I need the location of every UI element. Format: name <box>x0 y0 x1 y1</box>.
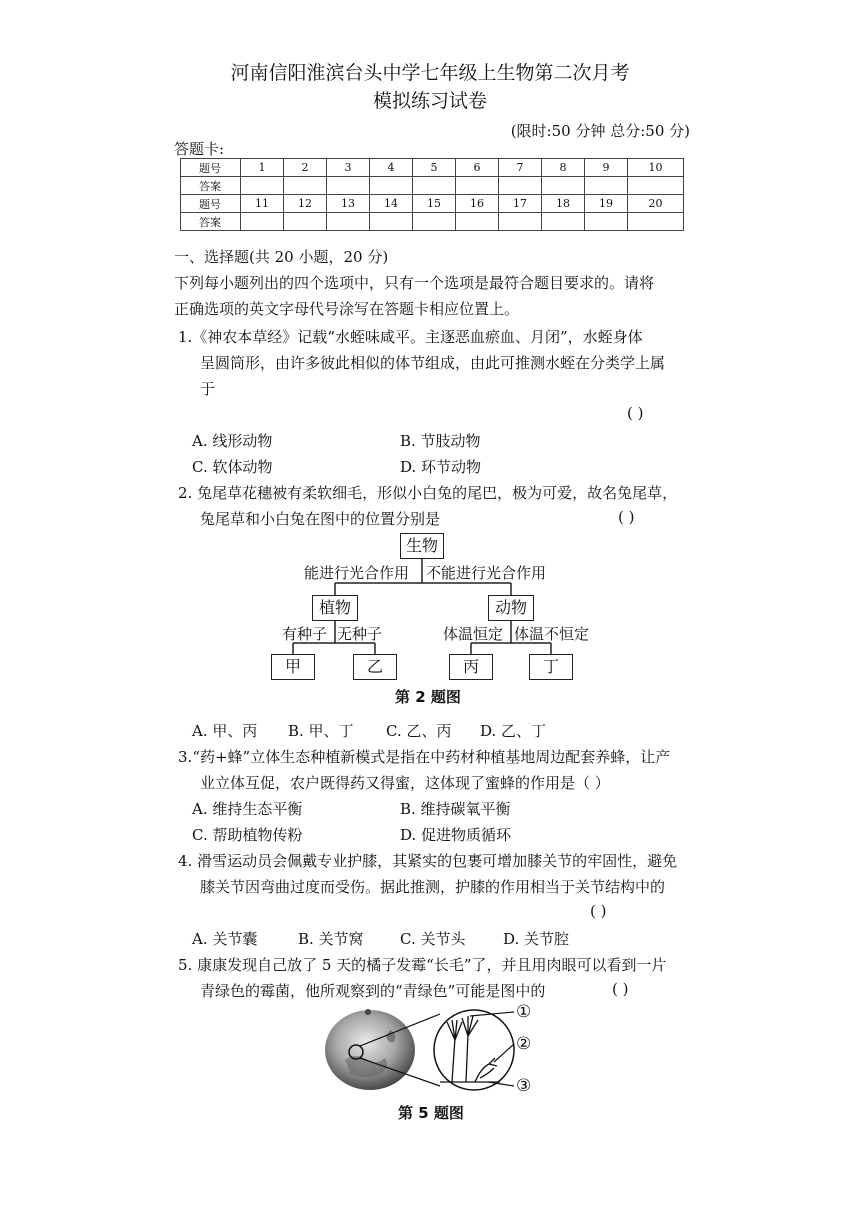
q4-option-b[interactable]: B. 关节窝 <box>298 930 364 948</box>
label-1: ① <box>516 1002 532 1022</box>
q2-answer-paren: ( ) <box>618 508 635 526</box>
q1-text: 1.《神农本草经》记载“水蛭味咸平。主逐恶血瘀血、月闭”，水蛭身体 <box>178 328 643 346</box>
question-number: 18 <box>542 195 585 213</box>
branch-label-seeds: 有种子 <box>282 625 328 643</box>
section-heading: 一、选择题(共 20 小题，20 分) <box>174 248 389 266</box>
q3-option-d[interactable]: D. 促进物质循环 <box>400 826 512 844</box>
question-number: 1 <box>241 159 284 177</box>
q3-option-a[interactable]: A. 维持生态平衡 <box>192 800 303 818</box>
question-number: 14 <box>370 195 413 213</box>
q3-option-b[interactable]: B. 维持碳氧平衡 <box>400 800 511 818</box>
q5-text: 青绿色的霉菌，他所观察到的“青绿色”可能是图中的 <box>200 982 546 1000</box>
q4-option-a[interactable]: A. 关节囊 <box>192 930 258 948</box>
q1-option-c[interactable]: C. 软体动物 <box>192 458 273 476</box>
node-yi: 乙 <box>353 654 397 680</box>
question-number: 15 <box>413 195 456 213</box>
question-number: 6 <box>456 159 499 177</box>
q1-text: 于 <box>200 380 216 398</box>
q2-option-d[interactable]: D. 乙、丁 <box>480 722 547 740</box>
question-number: 8 <box>542 159 585 177</box>
branch-label-non-photosynthetic: 不能进行光合作用 <box>426 564 547 582</box>
q4-option-d[interactable]: D. 关节腔 <box>503 930 570 948</box>
branch-label-no-seeds: 无种子 <box>337 625 383 643</box>
question-number: 11 <box>241 195 284 213</box>
section-instruction: 下列每小题列出的四个选项中，只有一个选项是最符合题目要求的。请将 <box>174 274 655 292</box>
node-bing: 丙 <box>449 654 493 680</box>
node-plant: 植物 <box>312 595 358 621</box>
question-number: 12 <box>284 195 327 213</box>
q1-answer-paren: ( ) <box>627 404 644 422</box>
question-number: 20 <box>628 195 684 213</box>
q2-figure-caption: 第 2 题图 <box>395 688 461 706</box>
orange-image <box>325 1009 415 1090</box>
branch-label-cold-blooded: 体温不恒定 <box>514 625 590 643</box>
branch-label-photosynthetic: 能进行光合作用 <box>304 564 410 582</box>
time-score-limit: (限时:50 分钟 总分:50 分) <box>510 122 690 140</box>
q2-option-c[interactable]: C. 乙、丙 <box>386 722 452 740</box>
q2-option-b[interactable]: B. 甲、丁 <box>288 722 354 740</box>
answer-card-label: 答题卡: <box>174 140 225 158</box>
q5-figure-caption: 第 5 题图 <box>398 1104 464 1122</box>
question-number: 19 <box>585 195 628 213</box>
question-number: 3 <box>327 159 370 177</box>
answer-header: 答案 <box>181 177 241 195</box>
number-header: 题号 <box>181 195 241 213</box>
node-jia: 甲 <box>271 654 315 680</box>
magnified-mold-circle <box>434 1010 514 1090</box>
label-2: ② <box>516 1034 532 1054</box>
q1-text: 呈圆筒形，由许多彼此相似的体节组成，由此可推测水蛭在分类学上属 <box>200 354 666 372</box>
q1-option-b[interactable]: B. 节肢动物 <box>400 432 481 450</box>
question-number: 4 <box>370 159 413 177</box>
q5-answer-paren: ( ) <box>612 980 629 998</box>
question-number: 9 <box>585 159 628 177</box>
branch-label-warm-blooded: 体温恒定 <box>443 625 504 643</box>
question-number: 5 <box>413 159 456 177</box>
section-instruction: 正确选项的英文字母代号涂写在答题卡相应位置上。 <box>174 300 520 318</box>
answer-header: 答案 <box>181 213 241 231</box>
node-ding: 丁 <box>529 654 573 680</box>
exam-title: 河南信阳淮滨台头中学七年级上生物第二次月考 <box>230 62 630 84</box>
q4-answer-paren: ( ) <box>590 902 607 920</box>
number-header: 题号 <box>181 159 241 177</box>
label-3: ③ <box>516 1076 532 1096</box>
node-organism: 生物 <box>400 533 444 559</box>
question-number: 7 <box>499 159 542 177</box>
question-number: 17 <box>499 195 542 213</box>
exam-subtitle: 模拟练习试卷 <box>372 90 487 112</box>
q2-text: 兔尾草和小白兔在图中的位置分别是 <box>200 510 441 528</box>
q3-option-c[interactable]: C. 帮助植物传粉 <box>192 826 303 844</box>
question-number: 13 <box>327 195 370 213</box>
q1-option-a[interactable]: A. 线形动物 <box>192 432 273 450</box>
question-number: 16 <box>456 195 499 213</box>
question-number: 2 <box>284 159 327 177</box>
q3-text: 3.“药+蜂”立体生态种植新模式是指在中药材种植基地周边配套养蜂，让产 <box>178 748 671 766</box>
q4-text: 4. 滑雪运动员会佩戴专业护膝，其紧实的包裹可增加膝关节的牢固性，避免 <box>178 852 678 870</box>
q4-option-c[interactable]: C. 关节头 <box>400 930 466 948</box>
q5-text: 5. 康康发现自己放了 5 天的橘子发霉“长毛”了，并且用肉眼可以看到一片 <box>178 956 667 974</box>
node-animal: 动物 <box>488 595 534 621</box>
q2-option-a[interactable]: A. 甲、丙 <box>192 722 258 740</box>
q2-text: 2. 兔尾草花穗被有柔软细毛，形似小白兔的尾巴，极为可爱，故名兔尾草， <box>178 484 678 502</box>
q3-text: 业立体互促，农户既得药又得蜜，这体现了蜜蜂的作用是（ ） <box>200 774 610 792</box>
q1-option-d[interactable]: D. 环节动物 <box>400 458 482 476</box>
q4-text: 膝关节因弯曲过度而受伤。据此推测，护膝的作用相当于关节结构中的 <box>200 878 666 896</box>
question-number: 10 <box>628 159 684 177</box>
